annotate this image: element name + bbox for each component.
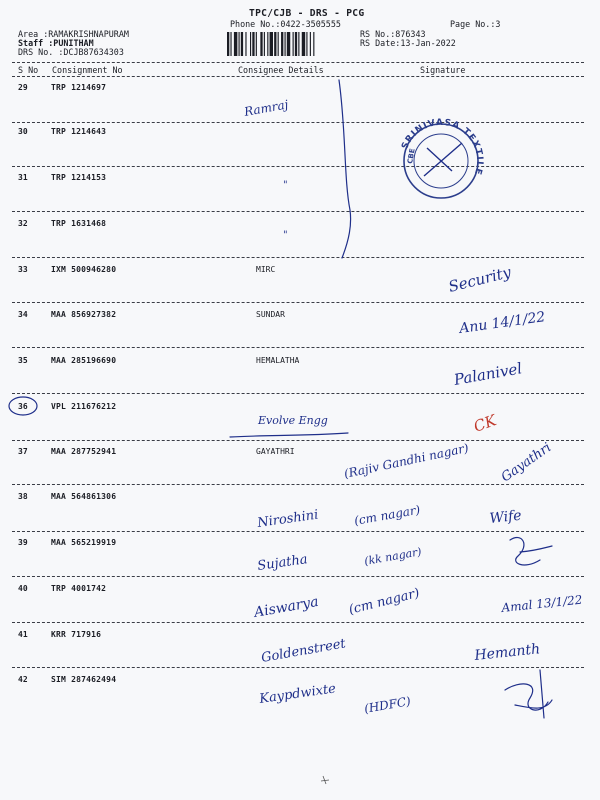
header-rule-top xyxy=(12,62,584,63)
row-rule xyxy=(12,393,584,394)
barcode xyxy=(227,32,353,56)
row-38-signature: Wife xyxy=(488,507,523,527)
underline-mark xyxy=(230,433,348,437)
row-29-handwritten-name: Ramraj xyxy=(243,97,290,119)
barcode-bar xyxy=(310,32,311,56)
document-title: TPC/CJB - DRS - PCG xyxy=(249,8,365,19)
row-34-consignment: MAA 856927382 xyxy=(51,310,117,319)
company-stamp xyxy=(400,118,484,198)
barcode-bar xyxy=(234,32,237,56)
area-label: Area :RAMAKRISHNAPURAM xyxy=(18,29,129,39)
row-34-signature: Anu 14/1/22 xyxy=(458,309,547,337)
barcode-bar xyxy=(230,32,231,56)
barcode-bar xyxy=(287,32,290,56)
row-31-ditto-mark: " xyxy=(283,180,288,191)
row-39-handwritten-note: (kk nagar) xyxy=(363,545,423,568)
col-consignment: Consignment No xyxy=(52,65,123,75)
row-38-handwritten-note: (cm nagar) xyxy=(353,502,422,528)
row-38-consignment: MAA 564861306 xyxy=(51,492,117,501)
barcode-bar xyxy=(256,32,257,56)
row-40-consignment: TRP 4001742 xyxy=(51,584,107,593)
row-35-consignment: MAA 285196690 xyxy=(51,356,117,365)
row-41-handwritten-name: Goldenstreet xyxy=(260,636,347,666)
barcode-bar xyxy=(239,32,240,56)
drs-number: DRS No. :DCJB87634303 xyxy=(18,47,124,57)
barcode-bar xyxy=(267,32,268,56)
row-31-sno: 31 xyxy=(18,173,28,182)
barcode-bar xyxy=(278,32,279,56)
col-consignee: Consignee Details xyxy=(238,65,324,75)
barcode-bar xyxy=(270,32,273,56)
row-29-sno: 29 xyxy=(18,83,28,92)
row-rule xyxy=(12,166,584,167)
row-38-sno: 38 xyxy=(18,492,28,501)
row-29-consignment: TRP 1214697 xyxy=(51,83,107,92)
barcode-bar xyxy=(285,32,286,56)
row-rule xyxy=(12,257,584,258)
row-41-sno: 41 xyxy=(18,630,28,639)
bottom-mark xyxy=(321,776,329,784)
stamp-text: SRINIVASA TEXTILE xyxy=(400,117,485,177)
barcode-bar xyxy=(295,32,297,56)
row-41-consignment: KRR 717916 xyxy=(51,630,102,639)
barcode-bar xyxy=(313,32,314,56)
row-40-handwritten-name: Aiswarya xyxy=(252,593,320,621)
row-42-signature-scribble xyxy=(505,670,552,718)
row-33-consignment: IXM 500946280 xyxy=(51,265,117,274)
row-30-consignment: TRP 1214643 xyxy=(51,127,107,136)
row-32-consignment: TRP 1631468 xyxy=(51,219,107,228)
barcode-bar xyxy=(264,32,265,56)
barcode-bar xyxy=(252,32,254,56)
row-rule xyxy=(12,622,584,623)
barcode-bar xyxy=(281,32,283,56)
row-32-ditto-mark: " xyxy=(283,230,288,241)
bracket-line xyxy=(339,80,351,258)
row-36-red-initials: CK xyxy=(471,411,499,436)
row-42-handwritten-note: (HDFC) xyxy=(363,694,412,716)
row-38-handwritten-name: Niroshini xyxy=(256,507,320,531)
barcode-bar xyxy=(293,32,294,56)
barcode-bar xyxy=(245,32,246,56)
row-42-handwritten-name: Kaypdwixte xyxy=(258,681,337,707)
row-37-consignee: GAYATHRI xyxy=(256,447,295,456)
col-sno: S No xyxy=(18,65,39,75)
barcode-bar xyxy=(298,32,299,56)
row-31-consignment: TRP 1214153 xyxy=(51,173,107,182)
page-number: Page No.:3 xyxy=(450,19,501,29)
row-39-sno: 39 xyxy=(18,538,28,547)
row-36-consignment: VPL 211676212 xyxy=(51,402,117,411)
row-37-sno: 37 xyxy=(18,447,28,456)
row-34-sno: 34 xyxy=(18,310,28,319)
row-37-handwritten-note: (Rajiv Gandhi nagar) xyxy=(342,440,470,481)
barcode-bar xyxy=(227,32,229,56)
staff-label: Staff :PUNITHAM xyxy=(18,38,94,48)
row-40-sno: 40 xyxy=(18,584,28,593)
row-32-sno: 32 xyxy=(18,219,28,228)
row-34-consignee: SUNDAR xyxy=(256,310,285,319)
row-40-handwritten-note: (cm nagar) xyxy=(347,585,422,618)
row-rule xyxy=(12,484,584,485)
row-37-consignment: MAA 287752941 xyxy=(51,447,117,456)
row-33-sno: 33 xyxy=(18,265,28,274)
barcode-bar xyxy=(306,32,307,56)
row-36-sno: 36 xyxy=(18,402,28,411)
row-35-signature: Palanivel xyxy=(452,359,524,389)
row-rule xyxy=(12,667,584,668)
row-35-consignee: HEMALATHA xyxy=(256,356,300,365)
svg-text:SRINIVASA TEXTILE xyxy=(400,118,484,177)
row-33-consignee: MIRC xyxy=(256,265,276,274)
phone-number: Phone No.:0422-3505555 xyxy=(230,19,341,29)
col-signature: Signature xyxy=(420,65,466,75)
row-42-consignment: SIM 287462494 xyxy=(51,675,117,684)
row-rule xyxy=(12,440,584,441)
row-42-sno: 42 xyxy=(18,675,28,684)
row-rule xyxy=(12,302,584,303)
row-36-handwritten-name: Evolve Engg xyxy=(258,414,328,427)
row-41-signature: Hemanth xyxy=(473,641,541,664)
barcode-bar xyxy=(302,32,305,56)
header-rule-bottom xyxy=(12,76,584,77)
row-37-signature: Gayathri xyxy=(498,440,555,486)
row-rule xyxy=(12,576,584,577)
row-rule xyxy=(12,531,584,532)
row-39-handwritten-name: Sujatha xyxy=(256,552,309,574)
barcode-bar xyxy=(274,32,276,56)
stamp-side-text: CBE xyxy=(406,147,417,165)
row-40-signature: Amal 13/1/22 xyxy=(500,592,583,615)
row-30-sno: 30 xyxy=(18,127,28,136)
barcode-bar xyxy=(260,32,262,56)
row-39-consignment: MAA 565219919 xyxy=(51,538,117,547)
barcode-bar xyxy=(250,32,251,56)
barcode-bar xyxy=(241,32,243,56)
row-33-signature: Security xyxy=(446,263,513,296)
row-39-signature-scribble xyxy=(510,538,552,565)
row-rule xyxy=(12,211,584,212)
row-rule xyxy=(12,122,584,123)
rs-number: RS No.:876343 xyxy=(360,29,426,39)
row-35-sno: 35 xyxy=(18,356,28,365)
rs-date: RS Date:13-Jan-2022 xyxy=(360,38,456,48)
row-rule xyxy=(12,347,584,348)
